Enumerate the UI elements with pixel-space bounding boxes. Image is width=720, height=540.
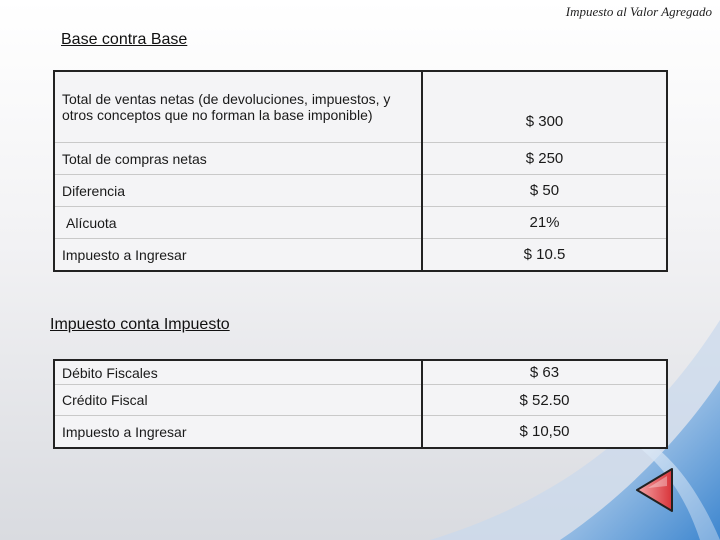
row-value: $ 63 — [422, 360, 667, 385]
row-label: Total de compras netas — [54, 143, 422, 175]
row-label: Diferencia — [54, 175, 422, 207]
slide-header-title: Impuesto al Valor Agregado — [565, 4, 712, 19]
table-row — [54, 239, 667, 272]
row-value: $ 300 — [422, 71, 667, 143]
impuesto-conta-impuesto-table — [53, 359, 668, 449]
row-value: $ 50 — [422, 175, 667, 207]
row-label: Alícuota — [54, 207, 422, 239]
base-contra-base-table — [53, 70, 668, 272]
row-label: Total de ventas netas (de devoluciones, impuestos, y otros conceptos que no forman la base imponible) — [54, 71, 422, 143]
table-row — [54, 360, 667, 385]
row-label: Impuesto a Ingresar — [54, 416, 422, 449]
row-value: $ 250 — [422, 143, 667, 175]
table-row — [54, 385, 667, 416]
row-value: $ 10.5 — [422, 239, 667, 272]
row-label: Crédito Fiscal — [54, 385, 422, 416]
section-title-base-contra-base: Base contra Base — [61, 31, 188, 48]
row-label: Débito Fiscales — [54, 360, 422, 385]
table-row — [54, 143, 667, 175]
row-label: Impuesto a Ingresar — [54, 239, 422, 272]
table-row — [54, 416, 667, 449]
table-row — [54, 175, 667, 207]
row-value: 21% — [422, 207, 667, 239]
row-value: $ 10,50 — [422, 416, 667, 449]
section-title-impuesto-conta-impuesto: Impuesto conta Impuesto — [50, 316, 230, 333]
row-value: $ 52.50 — [422, 385, 667, 416]
table-row — [54, 71, 667, 143]
table-row — [54, 207, 667, 239]
previous-arrow-icon[interactable] — [634, 466, 676, 514]
